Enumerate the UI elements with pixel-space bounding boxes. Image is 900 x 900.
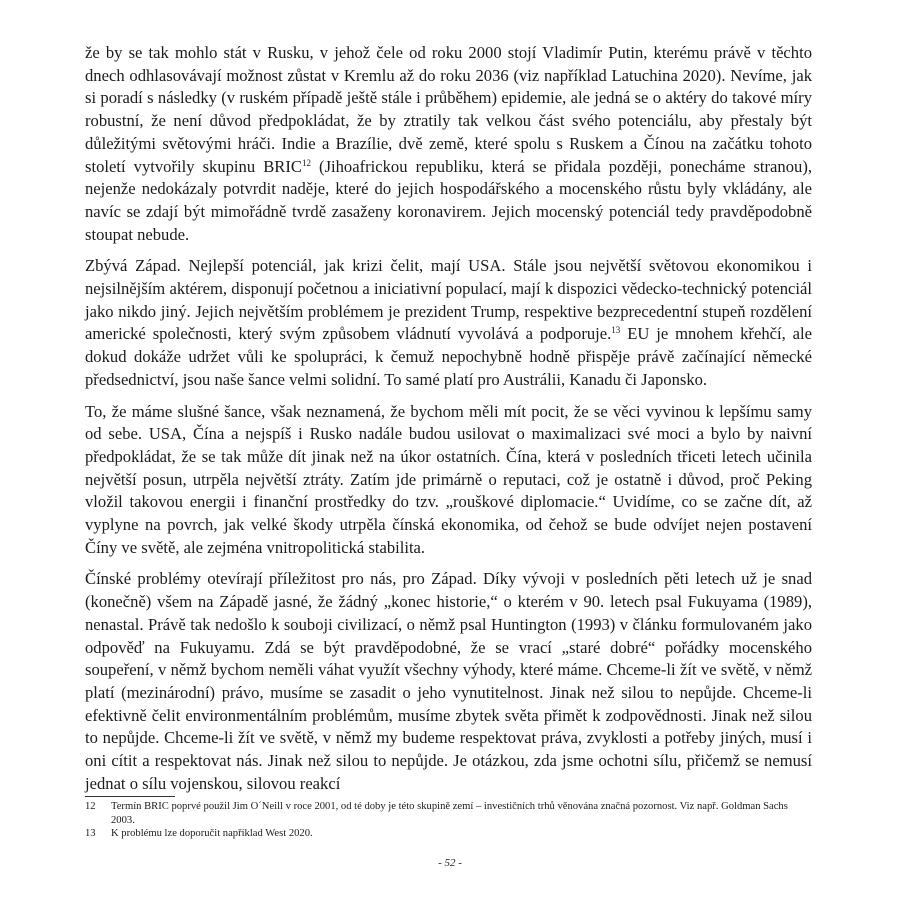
paragraph [85, 568, 812, 795]
footnote-13 [85, 827, 812, 841]
paragraph [85, 42, 812, 246]
footnotes [85, 796, 812, 841]
footnote-reference: 12 [301, 157, 311, 168]
page-number: - 52 - [438, 857, 462, 869]
paragraph [85, 255, 812, 391]
paragraph-text: To, že máme slušné šance, však neznamená, že bychom měli mít pocit, že se věci vyvinou k lepšímu samy od sebe. USA, Čína a nejspíš i Rusko nadále budou usilovat o maximalizaci své moci a bylo by naivní předpokládat, že se tak může dít jinak než na úkor ostatních. Čína, která v posledních třiceti letech učinila největší posun, utrpěla největší ztráty. Zatím jde primárně o reputaci, což je ostatně i důvod, proč Peking vložil takovou energii i finanční prostředky do tzv. „rouškové diplomacie.“ Uvidíme, co se začne dít, až vyplyne na povrch, jak velké škody utrpěla čínská ekonomika, od čehož se bude odvíjet nejen postavení Číny ve světě, ale zejména vnitropolitická stabilita. [85, 401, 812, 557]
paragraph-text: (Jihoafrickou republiku, která se přidala později, ponecháme stranou), nejenže nedokázaly potvrdit naděje, které do jejich hospodářského a mocenského růstu byly vkládány, ale navíc se zdají být mimořádně tvrdě zasaženy koronavirem. Jejich mocenský potenciál tedy pravděpodobně stoupat nebude. [85, 156, 812, 244]
footnote-text: Termín BRIC poprvé použil Jim O´Neill v roce 2001, od té doby je této skupině zemí – investičních trhů věnována značná pozornost. Viz např. Goldman Sachs 2003. [111, 801, 788, 826]
body-text [85, 42, 812, 796]
footnote-number: 12 [85, 801, 96, 812]
paragraph [85, 401, 812, 560]
footnote-text: K problému lze doporučit například West 2020. [111, 828, 313, 839]
paragraph-text: Zbývá Západ. Nejlepší potenciál, jak krizi čelit, mají USA. Stále jsou největší světovou ekonomikou i nejsilnějším aktérem, disponují početnou a iniciativní populací, mají k dispozici vědecko-technický potenciál jako nikdo jiný. Jejich největším problémem je prezident Trump, respektive bezprecedentní stupeň rozdělení americké společnosti, který svým způsobem vládnutí vyvolává a podporuje. [85, 256, 812, 344]
footnote-reference: 13 [611, 325, 621, 336]
paragraph-text: Čínské problémy otevírají příležitost pro nás, pro Západ. Díky vývoji v posledních pěti letech už je snad (konečně) všem na Západě jasné, že žádný „konec historie,“ o kterém v 90. letech psal Fukuyama (1989), nenastal. Právě tak nedošlo k souboji civilizací, o němž psal Huntington (1993) v článku formulovaném jako odpověď na Fukuyamu. Zdá se být pravděpodobné, že se vrací „staré dobré“ pořádky mocenského soupeření, v němž bychom neměli váhat využít všechny výhody, které máme. Chceme-li žít ve světě, v němž platí (mezinárodní) právo, musíme se zasadit o jeho vynutitelnost. Jinak než silou to nepůjde. Chceme-li efektivně čelit environmentálním problémům, musíme zbytek světa přimět k zodpovědnosti. Jinak než silou to nepůjde. Chceme-li žít ve světě, v němž my budeme respektovat práva, zvyklosti a potřeby jiných, musí i oni cítit a respektovat nás. Jinak než silou to nepůjde. Je otázkou, zda jsme ochotni sílu, přičemž se nemusí jednat o sílu vojenskou, silovou reakcí [85, 569, 812, 793]
paragraph-text: EU je mnohem křehčí, ale dokud dokáže udržet vůli ke spolupráci, k čemuž nepochybně hodně přispěje právě začínající německé předsednictví, jsou naše šance velmi solidní. To samé platí pro Austrálii, Kanadu či Japonsko. [85, 324, 812, 389]
footnote-number: 13 [85, 828, 96, 839]
footnote-separator [85, 796, 175, 797]
paragraph-text: že by se tak mohlo stát v Rusku, v jehož čele od roku 2000 stojí Vladimír Putin, kterému právě v těchto dnech odhlasovávají možnost zůstat v Kremlu až do roku 2036 (viz například Latuchina 2020). Nevíme, jak si poradí s následky (v ruském případě ještě stále i průběhem) epidemie, ale jedná se o aktéry do takové míry robustní, že není důvod předpokládat, že by ztratily tak velkou část svého potenciálu, aby přestaly být důležitými světovými hráči. Indie a Brazílie, dvě země, které spolu s Ruskem a Čínou na začátku tohoto století vytvořily skupinu BRIC [85, 43, 812, 176]
footnote-12 [85, 800, 812, 827]
